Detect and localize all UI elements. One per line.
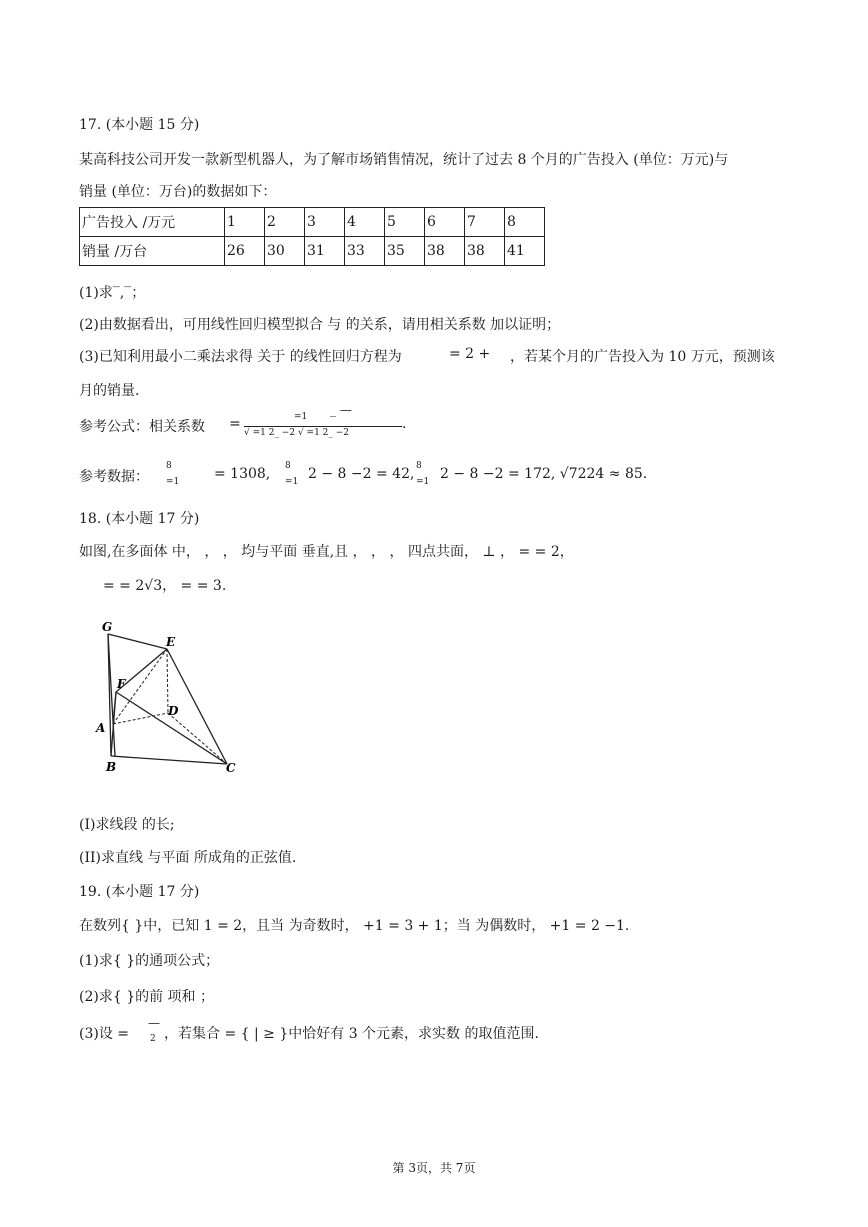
q19-part1: (1)求{ }的通项公式； (79, 953, 220, 969)
q17-intro-line2: 销量 (单位：万台)的数据如下： (79, 184, 277, 200)
table-cell: 35 (385, 237, 425, 266)
vertex-label-c: C (226, 761, 236, 775)
q18-line1: 如图,在多面体 中， ， ， 均与平面 垂直,且 ， ， ， 四点共面， ⊥ ， = = 2， (79, 544, 574, 560)
q17-title: 17. (本小题 15 分) (79, 117, 200, 133)
table-cell: 2 (265, 208, 305, 237)
q17-part3-a: (3)已知利用最小二乘法求得 关于 的线性回归方程为 (79, 349, 402, 365)
table-cell: 38 (465, 237, 505, 266)
sum-sup: 8 (285, 461, 291, 471)
q17-part3-b: ，若某个月的广告投入为 10 万元，预测该 (510, 349, 775, 365)
reference-data-1: = 1308, (214, 466, 271, 482)
table-cell: 7 (465, 208, 505, 237)
vertex-label-d: D (168, 704, 179, 718)
formula-label: 参考公式：相关系数 (79, 419, 205, 435)
reference-data-2: 2 − 8 −2 = 42, (308, 466, 415, 482)
q17-part1: (1)求‾,‾； (79, 285, 146, 301)
table-row-sales (80, 237, 545, 266)
table-row-ad-spend (80, 208, 545, 237)
sum-sub: =1 (285, 477, 299, 487)
data-table (79, 207, 545, 266)
q17-part2: (2)由数据看出，可用线性回归模型拟合 与 的关系，请用相关系数 加以证明； (79, 317, 561, 333)
regression-equation: = 2 + (449, 346, 491, 362)
reference-data-3: 2 − 8 −2 = 172, √7224 ≈ 85. (440, 466, 648, 482)
q19-fraction-bar: — (148, 1016, 160, 1030)
formula-end: . (402, 416, 407, 432)
table-cell: 5 (385, 208, 425, 237)
q19-part2: (2)求{ }的前 项和 ； (79, 989, 214, 1005)
formula-numerator-sub: =1 (294, 412, 308, 422)
q17-part3-line2: 月的销量. (79, 383, 140, 399)
table-cell: 26 (225, 237, 265, 266)
q19-line1: 在数列{ }中，已知 1 = 2，且当 为奇数时， +1 = 3 + 1；当 为偶数时， +1 = 2 −1. (79, 918, 630, 934)
q18-line2: = = 2√3， = = 3. (103, 578, 227, 594)
table-cell: 31 (305, 237, 345, 266)
vertex-label-a: A (96, 721, 106, 735)
q18-title: 18. (本小题 17 分) (79, 511, 200, 527)
q19-part3-a: (3)设 = (79, 1026, 130, 1042)
table-cell: 6 (425, 208, 465, 237)
q18-part1: (I)求线段 的长; (79, 817, 175, 833)
vertex-label-e: E (166, 635, 176, 649)
table-header-ad-spend: 广告投入 /万元 (80, 208, 225, 237)
sum-sub: =1 (166, 477, 180, 487)
vertex-label-g: G (102, 620, 113, 634)
page-footer: 第 3页，共 7页 (392, 1161, 476, 1175)
table-cell: 8 (505, 208, 545, 237)
table-cell: 4 (345, 208, 385, 237)
formula-numerator-bars: _ — (330, 403, 352, 417)
table-header-sales: 销量 /万台 (80, 237, 225, 266)
table-cell: 30 (265, 237, 305, 266)
table-cell: 41 (505, 237, 545, 266)
table-cell: 33 (345, 237, 385, 266)
vertex-label-b: B (106, 760, 117, 774)
formula-fraction-bar (244, 426, 402, 427)
sum-sub: =1 (416, 477, 430, 487)
table-cell: 1 (225, 208, 265, 237)
q19-part3-b: ，若集合 = { | ≥ }中恰好有 3 个元素，求实数 的取值范围. (164, 1026, 539, 1042)
formula-denominator: √ =1 2_ −2 √ =1 2_ −2 (244, 428, 350, 438)
q17-intro-line1: 某高科技公司开发一款新型机器人，为了解市场销售情况，统计了过去 8 个月的广告投入 (单位：万元)与 (79, 152, 729, 168)
polyhedron-figure (90, 616, 250, 778)
sum-sup: 8 (416, 461, 422, 471)
vertex-label-f: F (117, 677, 126, 691)
table-cell: 38 (425, 237, 465, 266)
sum-sup: 8 (166, 461, 172, 471)
data-label: 参考数据： (79, 469, 149, 485)
table-cell: 3 (305, 208, 345, 237)
q19-fraction-denominator: 2 (150, 1034, 156, 1044)
q19-title: 19. (本小题 17 分) (79, 884, 200, 900)
formula-equals: = (229, 416, 241, 432)
q18-part2: (II)求直线 与平面 所成角的正弦值. (79, 850, 297, 866)
